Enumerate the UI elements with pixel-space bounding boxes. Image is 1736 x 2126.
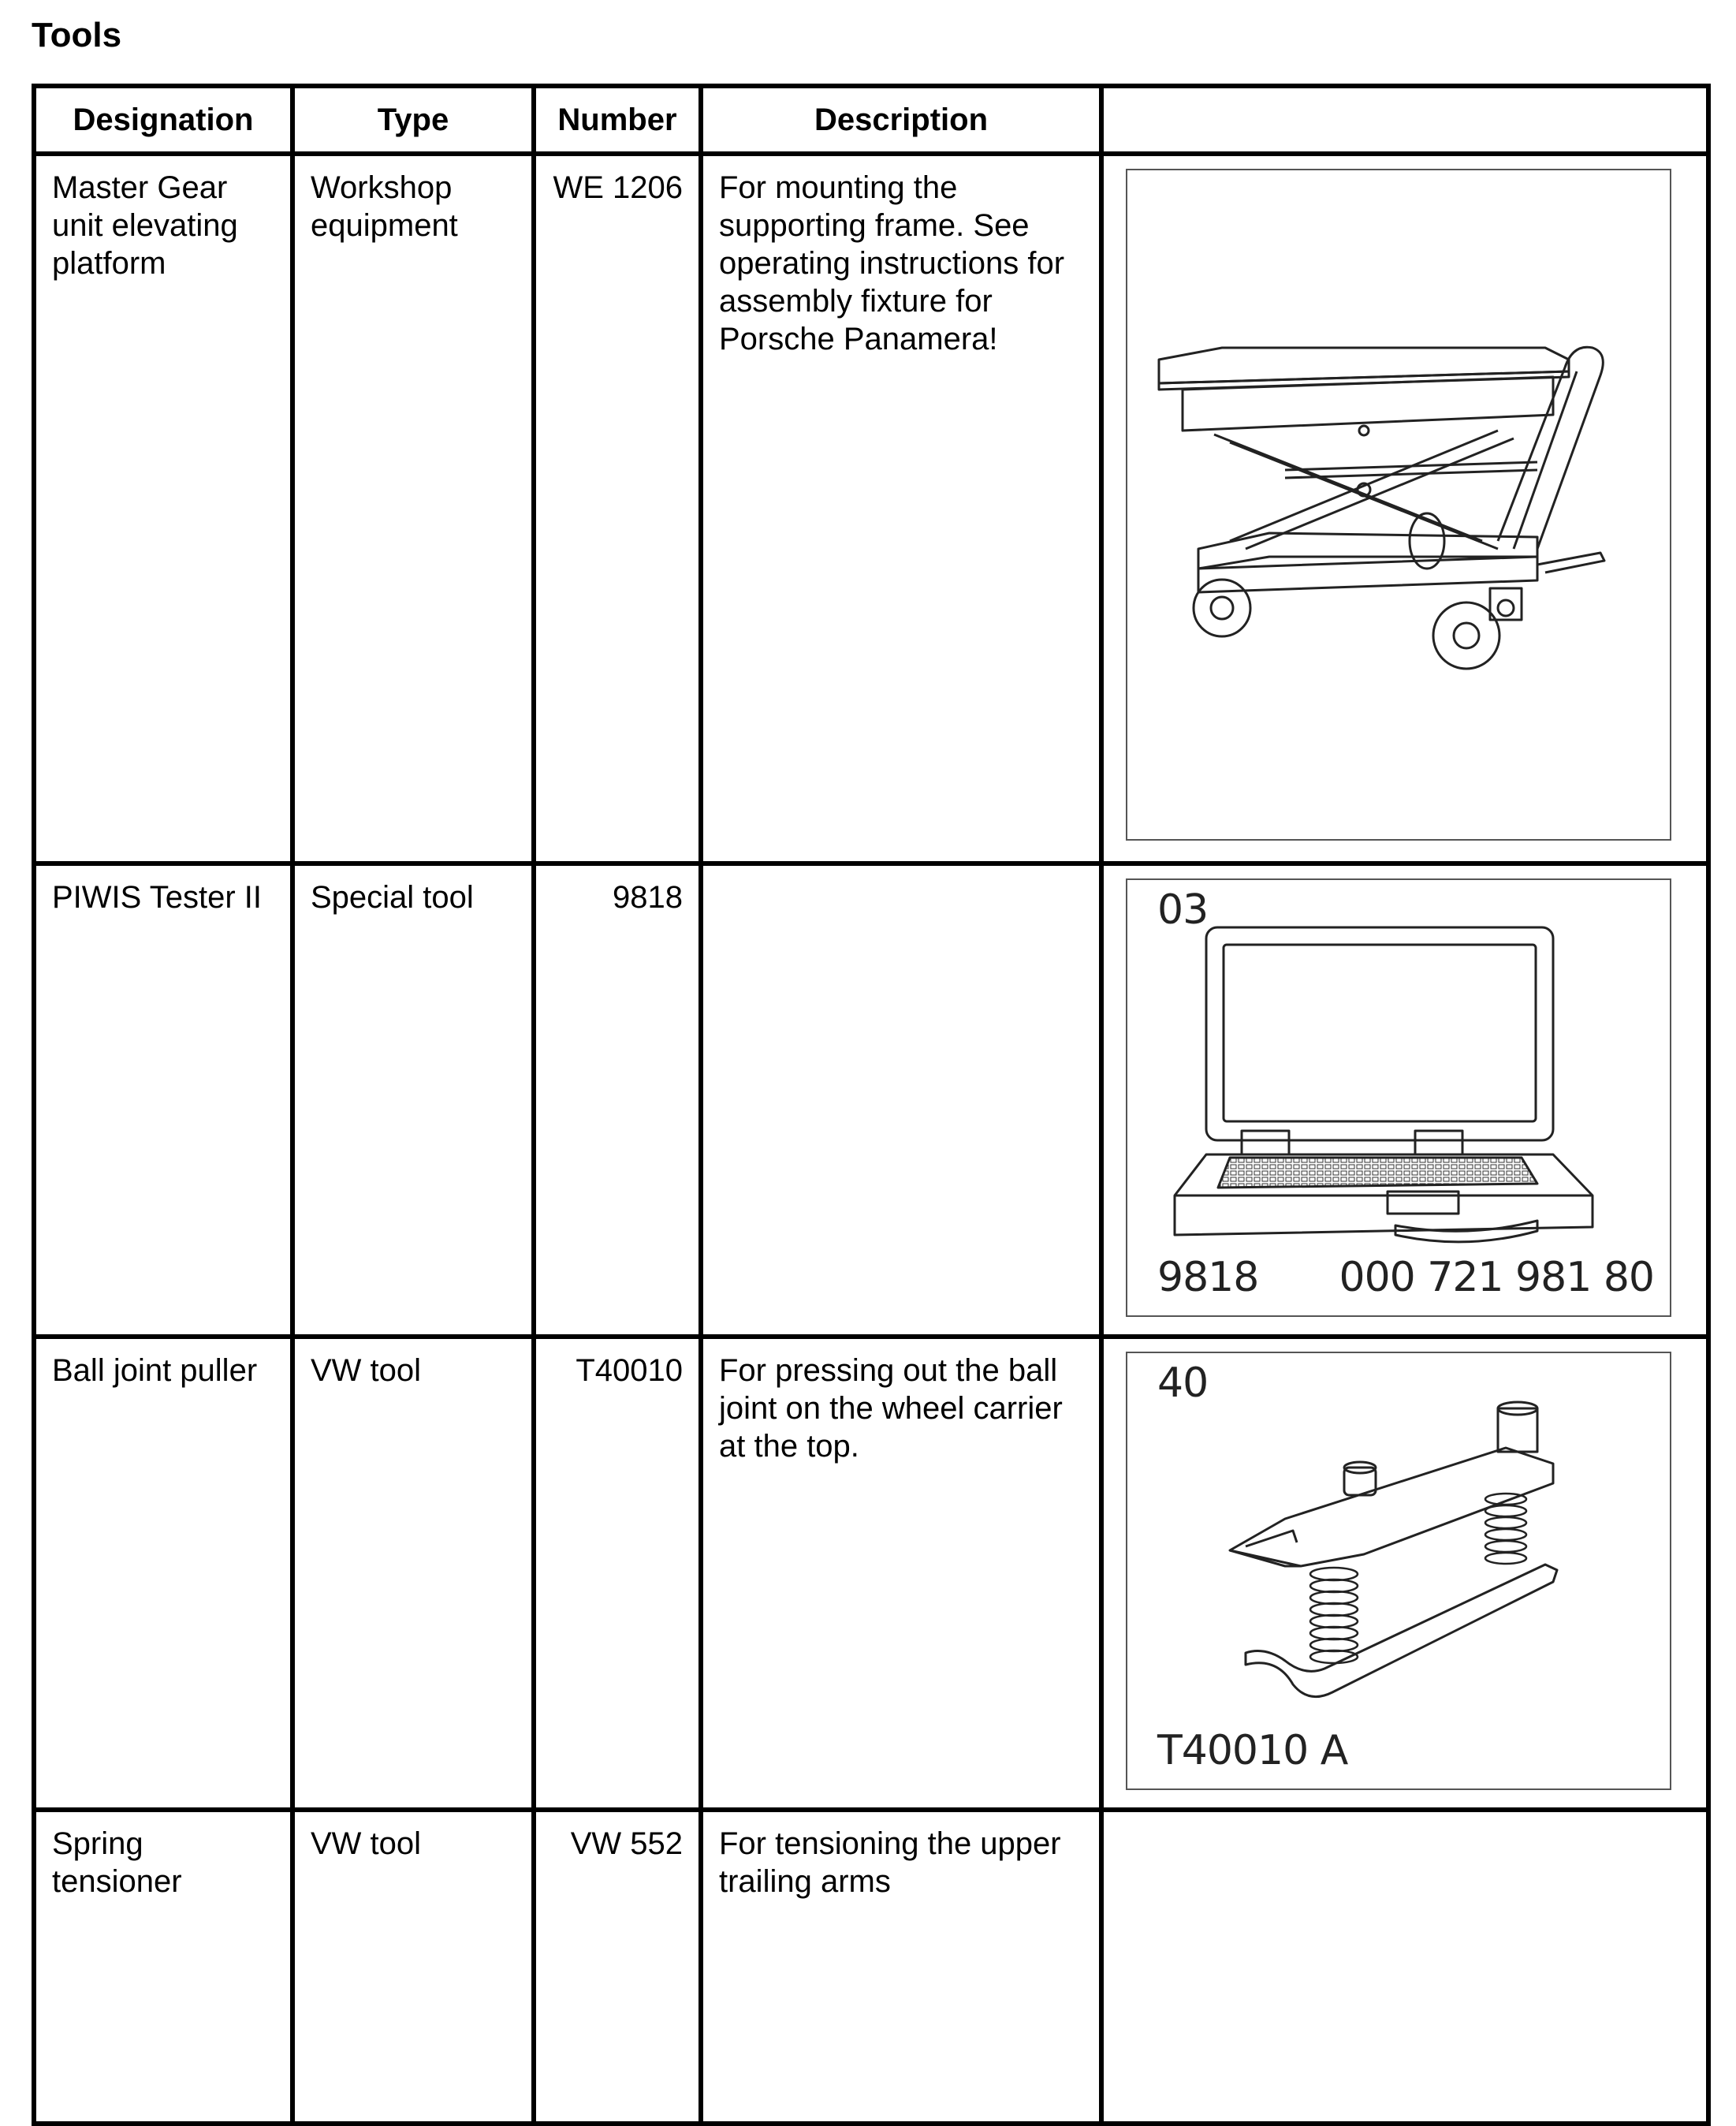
laptop-drawing: [1127, 880, 1670, 1315]
tools-table: [32, 84, 1711, 2126]
image-label-bottom-right: 000 721 981 80: [1339, 1254, 1654, 1301]
image-cell: [1101, 1337, 1708, 1810]
designation-cell: Ball joint puller: [34, 1337, 292, 1810]
image-cell: [1101, 154, 1708, 863]
type-cell: Special tool: [292, 863, 534, 1337]
image-cell: [1101, 1810, 1708, 2124]
header-description: Description: [701, 86, 1101, 154]
description-cell: For pressing out the ball joint on the wheel carrier at the top.: [701, 1337, 1101, 1810]
table-header-row: [34, 86, 1708, 154]
image-cell: [1101, 863, 1708, 1337]
table-row: [34, 863, 1708, 1337]
image-label-bottom-left: 9818: [1157, 1254, 1259, 1301]
table-row: [34, 154, 1708, 863]
header-number: Number: [534, 86, 701, 154]
elevating-platform-drawing: [1127, 170, 1670, 839]
description-cell: For mounting the supporting frame. See operating instructions for assembly fixture for Porsche Panamera!: [701, 154, 1101, 863]
description-cell: For tensioning the upper trailing arms: [701, 1810, 1101, 2124]
type-cell: Workshop equipment: [292, 154, 534, 863]
ball-joint-puller-illustration: [1126, 1352, 1671, 1790]
designation-cell: Spring tensioner: [34, 1810, 292, 2124]
table-row: [34, 1810, 1708, 2124]
header-image: [1101, 86, 1708, 154]
number-cell: VW 552: [534, 1810, 701, 2124]
type-cell: VW tool: [292, 1337, 534, 1810]
image-label-bottom-left: T40010 A: [1157, 1727, 1348, 1774]
image-label-top-left: 40: [1157, 1360, 1209, 1407]
number-cell: T40010: [534, 1337, 701, 1810]
description-cell: [701, 863, 1101, 1337]
image-label-top-left: 03: [1157, 886, 1209, 934]
designation-cell: PIWIS Tester II: [34, 863, 292, 1337]
elevating-platform-illustration: [1126, 169, 1671, 841]
designation-cell: Master Gear unit elevating platform: [34, 154, 292, 863]
laptop-tester-illustration: [1126, 878, 1671, 1317]
number-cell: 9818: [534, 863, 701, 1337]
header-type: Type: [292, 86, 534, 154]
page-title: Tools: [32, 16, 122, 54]
table-row: [34, 1337, 1708, 1810]
ball-joint-puller-drawing: [1127, 1353, 1670, 1788]
type-cell: VW tool: [292, 1810, 534, 2124]
number-cell: WE 1206: [534, 154, 701, 863]
header-designation: Designation: [34, 86, 292, 154]
